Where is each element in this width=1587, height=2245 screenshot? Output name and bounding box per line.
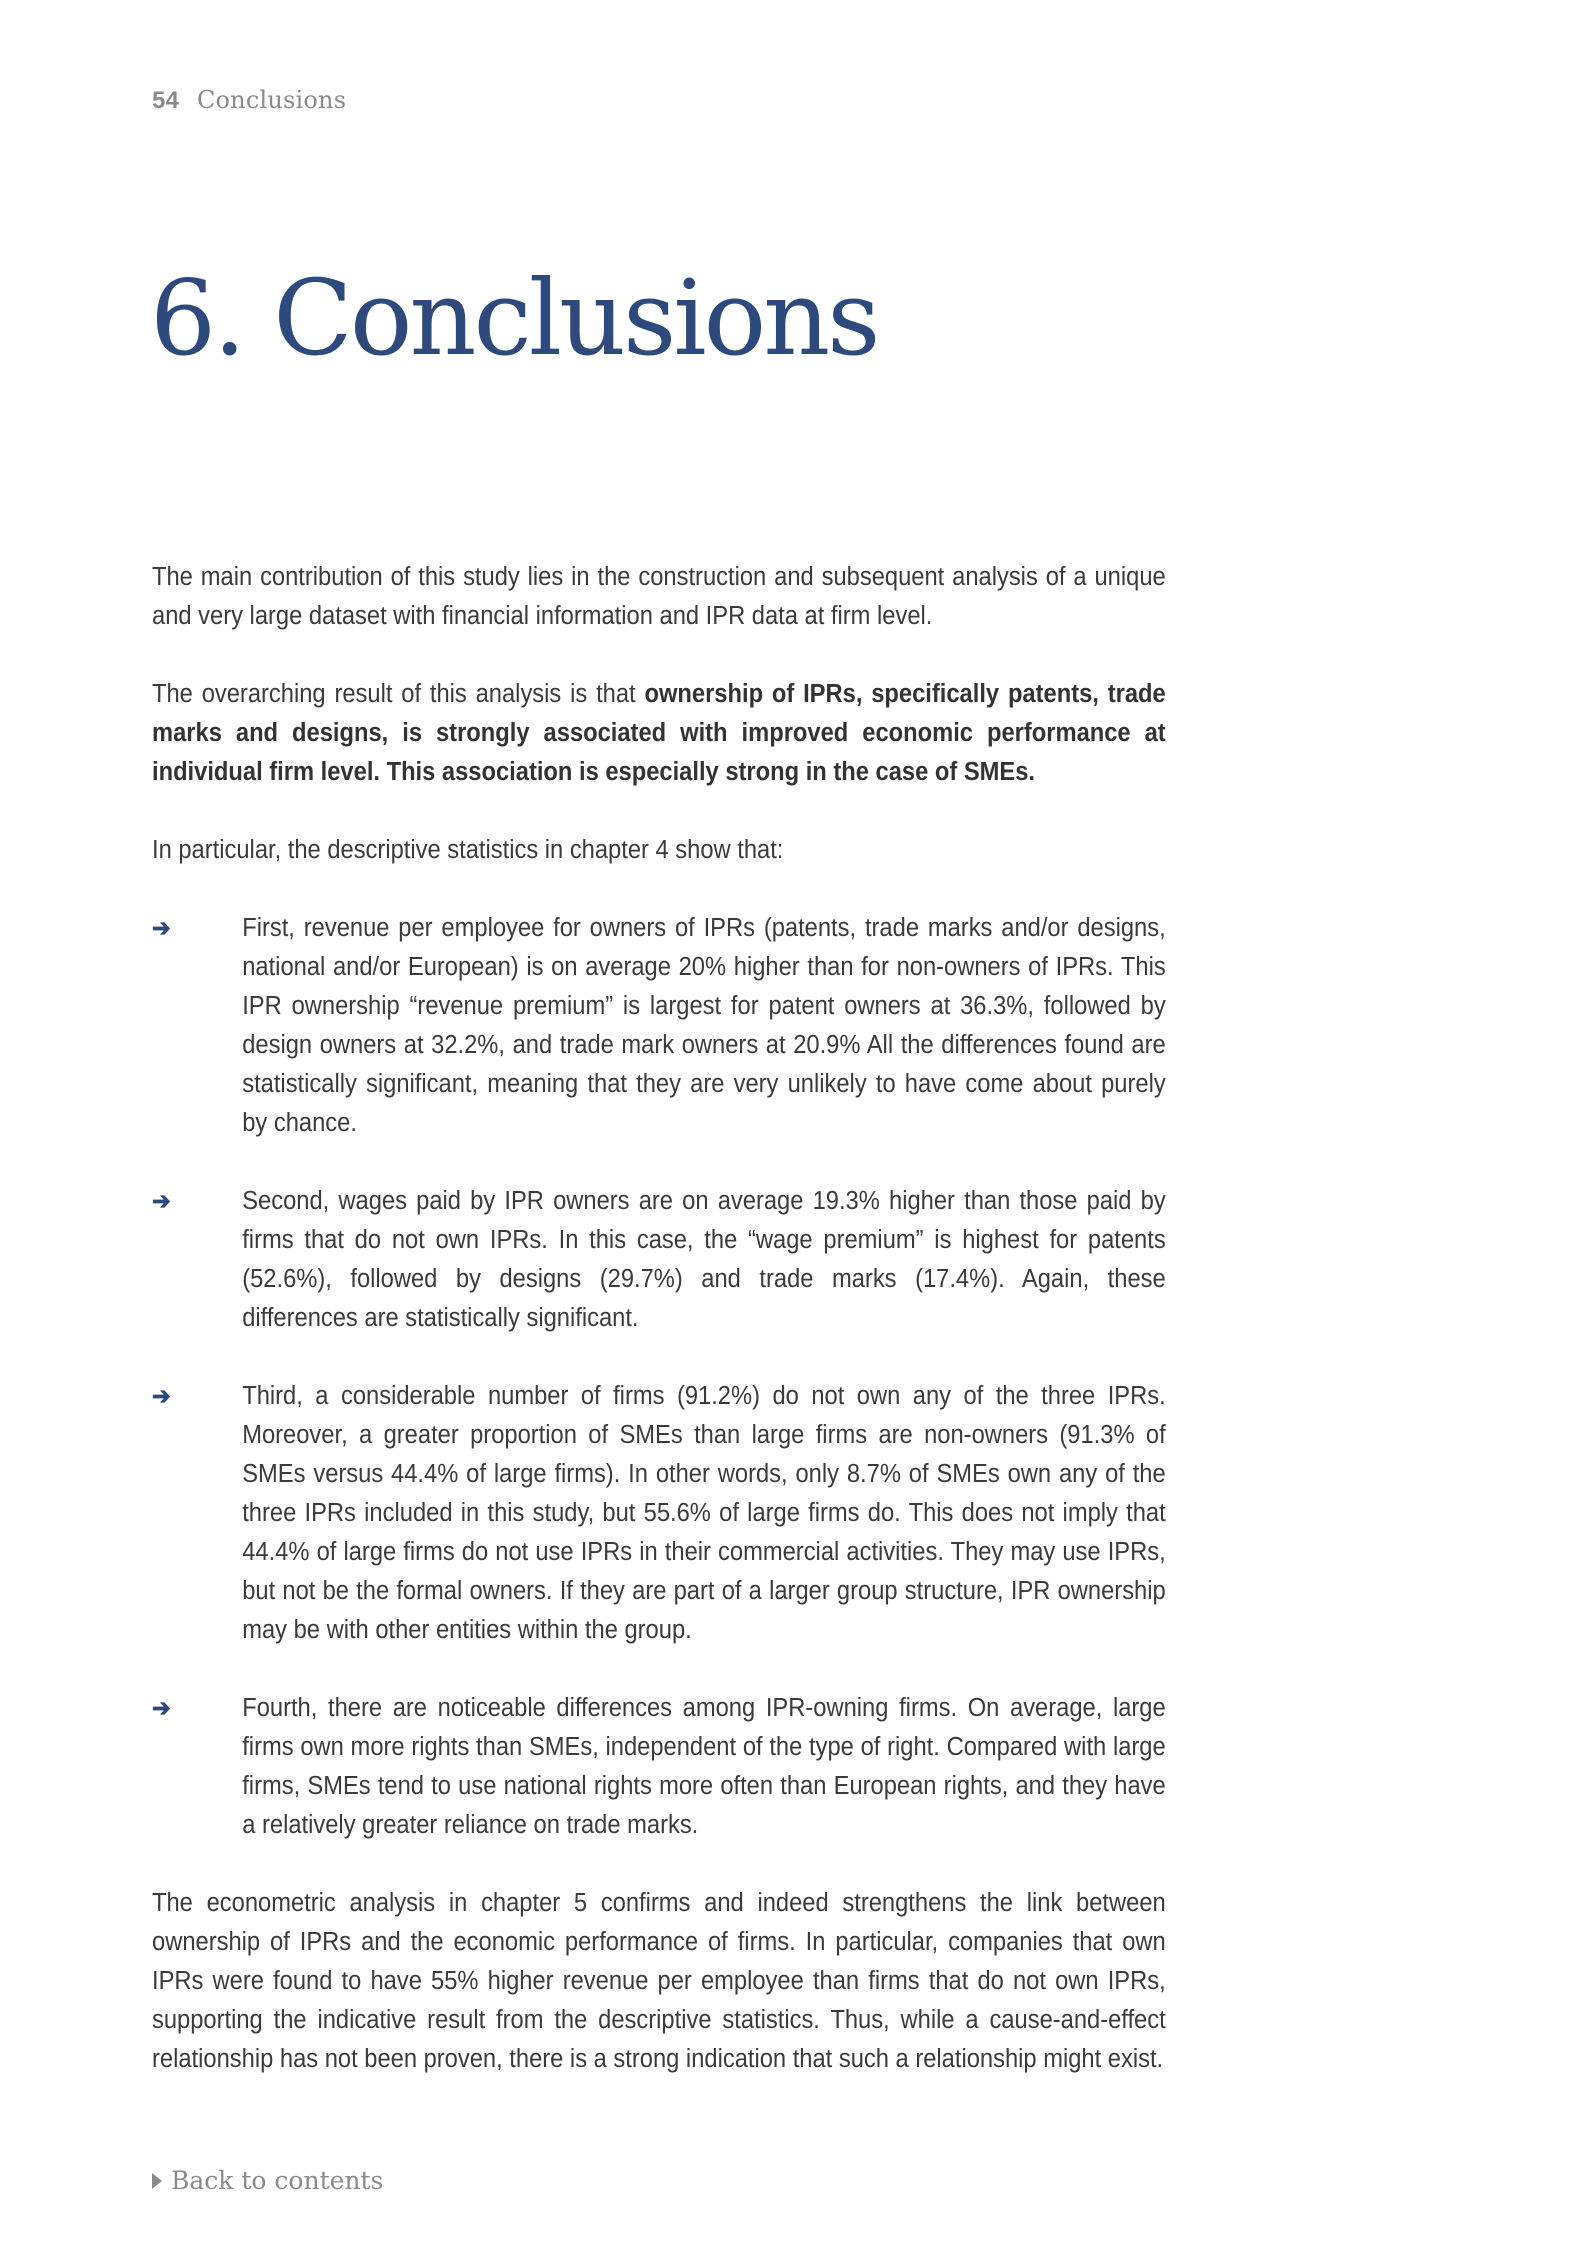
key-result-paragraph xyxy=(152,675,1166,792)
findings-list xyxy=(152,909,1166,1845)
list-item-text: Second, wages paid by IPR owners are on average 19.3% higher than those paid by firms that do not own IPRs. In this case, the “wage premium” is highest for patents (52.6%), followed by designs (29.7%) and trade marks (17.4%). Again, these differences are statistically significant. xyxy=(242,1187,1166,1332)
running-header-section: Conclusions xyxy=(196,86,347,114)
key-result-emphasis: ownership of IPRs, specifically patents, trade marks and designs, is strongly associated with improved economic performance at individual firm level. This association is especially strong in the case of SMEs. xyxy=(152,680,1166,786)
arrow-right-icon: ➔ xyxy=(152,915,171,942)
back-to-contents-link[interactable] xyxy=(152,2166,383,2195)
key-result-lead: The overarching result of this analysis is that xyxy=(152,680,645,708)
chapter-title: 6. Conclusions xyxy=(150,257,878,379)
running-header xyxy=(152,86,346,115)
body-text xyxy=(152,558,1166,2118)
list-item xyxy=(152,1377,1166,1650)
list-item xyxy=(152,1182,1166,1338)
list-item-text: First, revenue per employee for owners of IPRs (patents, trade marks and/or designs, national and/or European) is on average 20% higher than for non-owners of IPRs. This IPR ownership “revenue premium” is largest for patent owners at 36.3%, followed by design owners at 32.2%, and trade mark owners at 20.9% All the differences found are statistically significant, meaning that they are very unlikely to have come about purely by chance. xyxy=(242,914,1166,1137)
list-item-text: Fourth, there are noticeable differences among IPR-owning firms. On average, large firms own more rights than SMEs, independent of the type of right. Compared with large firms, SMEs tend to use national rights more often than European rights, and they have a relatively greater reliance on trade marks. xyxy=(242,1694,1166,1839)
bullets-intro-paragraph: In particular, the descriptive statistics in chapter 4 show that: xyxy=(152,836,784,864)
econometric-paragraph: The econometric analysis in chapter 5 confirms and indeed strengthens the link between ownership of IPRs and the economic performance of firms. In particular, companies that own IPRs were found to have 55% higher revenue per employee than firms that do not own IPRs, supporting the indicative result from the descriptive statistics. Thus, while a cause-and-effect relationship has not been proven, there is a strong indication that such a relationship might exist. xyxy=(152,1889,1166,2073)
arrow-right-icon: ➔ xyxy=(152,1383,171,1410)
intro-paragraph: The main contribution of this study lies in the construction and subsequent analysis of a unique and very large dataset with financial information and IPR data at firm level. xyxy=(152,563,1166,630)
arrow-right-icon: ➔ xyxy=(152,1695,171,1722)
arrow-right-icon: ➔ xyxy=(152,1188,171,1215)
list-item-text: Third, a considerable number of firms (91.2%) do not own any of the three IPRs. Moreover, a greater proportion of SMEs than large firms are non-owners (91.3% of SMEs versus 44.4% of large firms). In other words, only 8.7% of SMEs own any of the three IPRs included in this study, but 55.6% of large firms do. This does not imply that 44.4% of large firms do not use IPRs in their commercial activities. They may use IPRs, but not be the formal owners. If they are part of a larger group structure, IPR ownership may be with other entities within the group. xyxy=(242,1382,1166,1644)
page-number: 54 xyxy=(152,87,180,114)
list-item xyxy=(152,1689,1166,1845)
triangle-right-icon xyxy=(152,2173,162,2189)
back-to-contents-label: Back to contents xyxy=(171,2166,384,2195)
list-item xyxy=(152,909,1166,1143)
